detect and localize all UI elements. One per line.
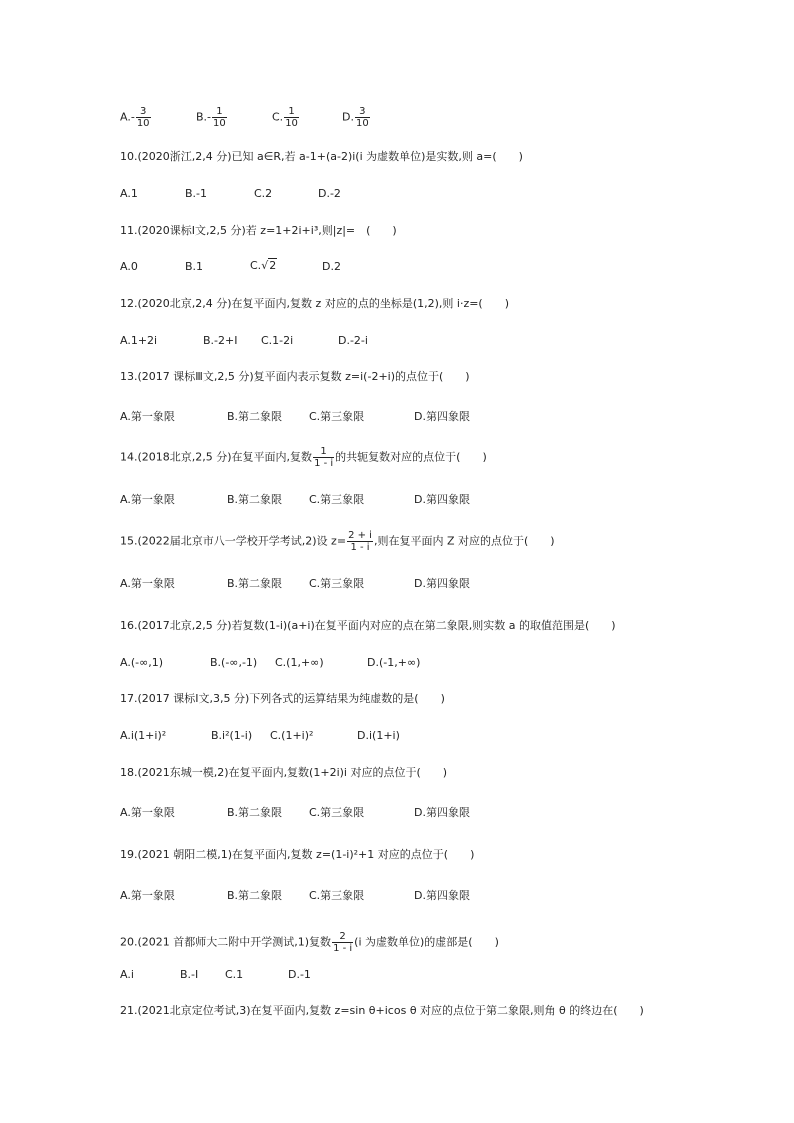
q15-option-c: C.第三象限 [309,577,365,590]
q12-option-b: B.-2+I [203,334,238,347]
q10-option-a: A.1 [120,187,138,200]
q17-stem: 17.(2017 课标Ⅰ文,3,5 分)下列各式的运算结果为纯虚数的是( ) [120,692,445,705]
q19-option-d: D.第四象限 [414,889,470,902]
q16-option-b: B.(-∞,-1) [210,656,258,669]
q13-option-c: C.第三象限 [309,410,365,423]
q15-option-d: D.第四象限 [414,577,470,590]
numerator: 1 [288,106,295,117]
q10-stem: 10.(2020浙江,2,4 分)已知 a∈R,若 a-1+(a-2)i(i 为虚数单位)是实数,则 a=( ) [120,150,523,163]
stem-text: (i 为虚数单位)的虚部是( ) [354,935,499,949]
fraction [355,106,370,129]
q18-option-a: A.第一象限 [120,806,175,819]
fraction [332,931,353,954]
q16-option-d: D.(-1,+∞) [367,656,421,669]
denominator: 10 [355,118,369,129]
q12-option-c: C.1-2i [261,334,294,347]
q15-option-b: B.第二象限 [227,577,283,590]
fraction [284,106,299,129]
q19-option-a: A.第一象限 [120,889,175,902]
numerator: 1 [320,446,327,457]
option-label: C. [250,259,262,272]
option-label: A.- [120,110,135,124]
q12-stem: 12.(2020北京,2,4 分)在复平面内,复数 z 对应的点的坐标是(1,2),则 i·z=( ) [120,297,510,310]
q14-option-b: B.第二象限 [227,493,283,506]
q19-option-b: B.第二象限 [227,889,283,902]
q14-option-c: C.第三象限 [309,493,365,506]
q20-option-d: D.-1 [288,968,311,981]
q15-stem [120,530,555,553]
denominator: 1 - i [333,943,353,954]
q20-option-c: C.1 [225,968,244,981]
q19-option-c: C.第三象限 [309,889,365,902]
q16-option-a: A.(-∞,1) [120,656,164,669]
q9-option-d [342,106,371,129]
numerator: 2 [339,931,346,942]
numerator: 2 + i [348,530,372,541]
q19-stem: 19.(2021 朝阳二模,1)在复平面内,复数 z=(1-i)²+1 对应的点位于( ) [120,848,475,861]
q11-option-a: A.0 [120,260,138,273]
fraction [313,446,334,469]
q16-option-c: C.(1,+∞) [275,656,324,669]
q9-option-c [272,106,300,129]
stem-text: ,则在复平面内 Z 对应的点位于( ) [373,534,555,548]
q18-stem: 18.(2021东城一模,2)在复平面内,复数(1+2i)i 对应的点位于( ) [120,766,448,779]
denominator: 1 - i [347,541,373,553]
q11-stem: 11.(2020课标Ⅰ文,2,5 分)若 z=1+2i+i³,则|z|= ( ) [120,224,397,237]
q17-option-b: B.i²(1-i) [211,729,253,742]
q13-stem: 13.(2017 课标Ⅲ文,2,5 分)复平面内表示复数 z=i(-2+i)的点位于( ) [120,370,470,383]
numerator: 3 [359,106,366,117]
denominator: 10 [136,118,150,129]
q9-option-b [196,106,228,129]
q15-option-a: A.第一象限 [120,577,175,590]
q11-option-d: D.2 [322,260,341,273]
stem-text: 15.(2022届北京市八一学校开学考试,2)设 z= [120,534,347,548]
fraction [136,106,151,129]
q10-option-b: B.-1 [185,187,208,200]
denominator: 10 [285,118,298,129]
stem-text: 20.(2021 首都师大二附中开学测试,1)复数 [120,935,332,949]
q18-option-b: B.第二象限 [227,806,283,819]
q12-option-d: D.-2-i [338,334,368,347]
fraction [347,530,373,553]
q21-stem: 21.(2021北京定位考试,3)在复平面内,复数 z=sin θ+icos θ 对应的点位于第二象限,则角 θ 的终边在( ) [120,1004,644,1017]
q9-option-a [120,106,152,129]
q13-option-d: D.第四象限 [414,410,470,423]
sqrt-radicand: 2 [269,259,277,272]
sqrt-symbol: √ [261,259,269,272]
numerator: 3 [139,106,147,117]
q17-option-d: D.i(1+i) [357,729,400,742]
q17-option-a: A.i(1+i)² [120,729,167,742]
q20-option-b: B.-I [180,968,199,981]
q11-option-b: B.1 [185,260,204,273]
q20-stem [120,931,499,954]
option-label: C. [272,110,284,124]
q13-option-a: A.第一象限 [120,410,175,423]
q14-option-a: A.第一象限 [120,493,175,506]
q10-option-c: C.2 [254,187,273,200]
stem-text: 14.(2018北京,2,5 分)在复平面内,复数 [120,450,313,464]
q16-stem: 16.(2017北京,2,5 分)若复数(1-i)(a+i)在复平面内对应的点在第二象限,则实数 a 的取值范围是( ) [120,619,616,632]
q18-option-c: C.第三象限 [309,806,365,819]
option-label: B.- [196,110,212,124]
numerator: 1 [216,106,223,117]
denominator: 10 [213,118,226,129]
q18-option-d: D.第四象限 [414,806,470,819]
q17-option-c: C.(1+i)² [270,729,314,742]
q10-option-d: D.-2 [318,187,341,200]
q14-option-d: D.第四象限 [414,493,470,506]
option-label: D. [342,110,354,124]
fraction [212,106,227,129]
q14-stem [120,446,487,469]
q20-option-a: A.i [120,968,134,981]
q11-option-c [250,258,277,273]
q13-option-b: B.第二象限 [227,410,283,423]
stem-text: 的共轭复数对应的点位于( ) [335,450,487,464]
q12-option-a: A.1+2i [120,334,158,347]
denominator: 1 - i [314,458,334,469]
